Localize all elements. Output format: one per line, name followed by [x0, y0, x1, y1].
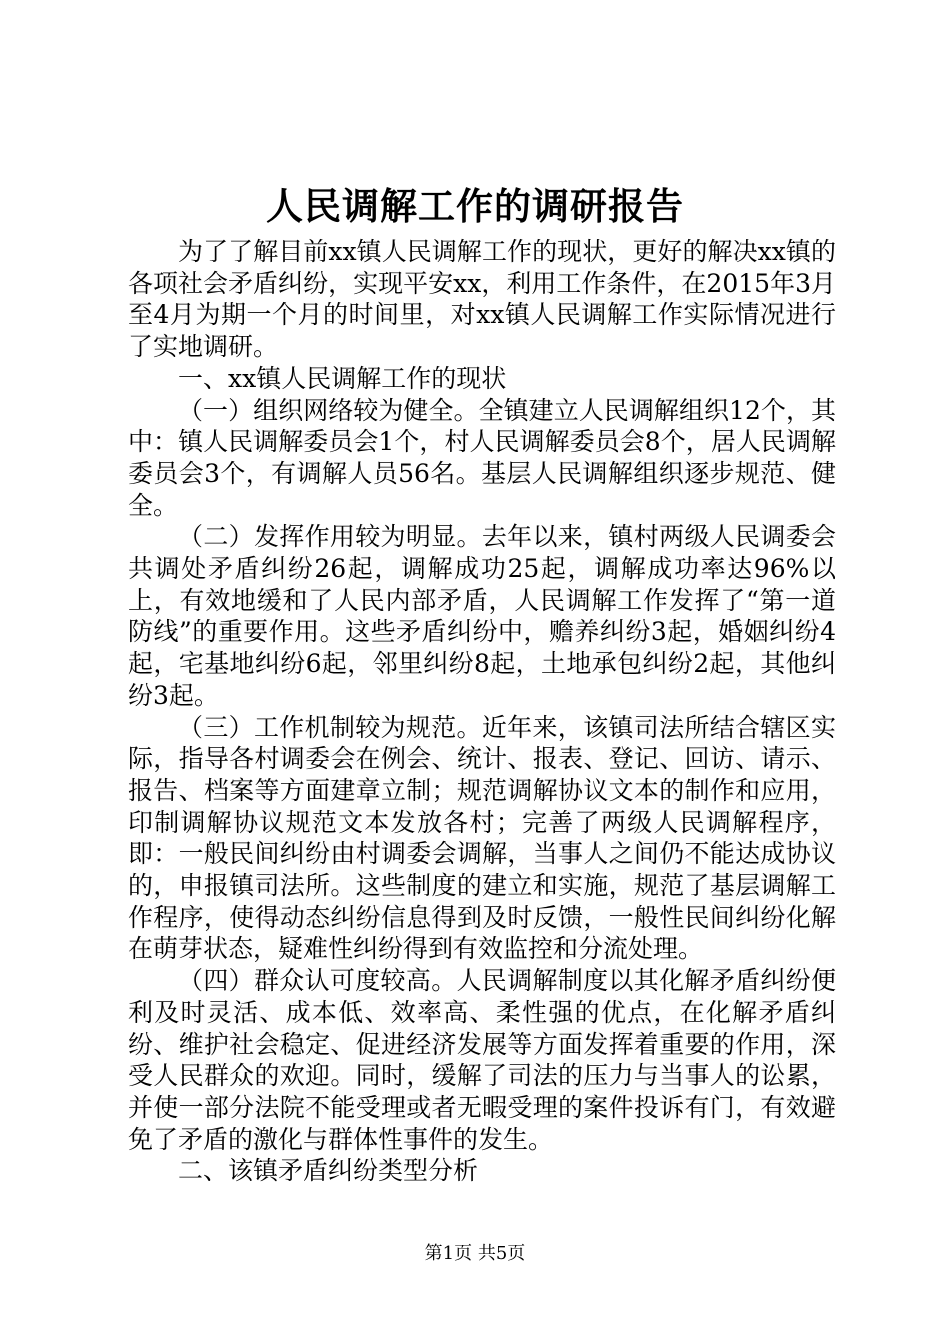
- paragraph-organization: （一）组织网络较为健全。全镇建立人民调解组织12个，其中：镇人民调解委员会1个，村人民调解委员会8个，居人民调解委员会3个，有调解人员56名。基层人民调解组织逐步规范、健全。: [128, 395, 836, 520]
- document-body: [128, 236, 836, 1187]
- paragraph-mechanism: （三）工作机制较为规范。近年来，该镇司法所结合辖区实际，指导各村调委会在例会、统计、报表、登记、回访、请示、报告、档案等方面建章立制；规范调解协议文本的制作和应用，印制调解协议规范文本发放各村；完善了两级人民调解程序，即：一般民间纠纷由村调委会调解，当事人之间仍不能达成协议的，申报镇司法所。这些制度的建立和实施，规范了基层调解工作程序，使得动态纠纷信息得到及时反馈，一般性民间纠纷化解在萌芽状态，疑难性纠纷得到有效监控和分流处理。: [128, 712, 836, 964]
- section-heading-2: 二、该镇矛盾纠纷类型分析: [178, 1156, 479, 1186]
- page-number-footer: 第1页 共5页: [424, 1243, 526, 1264]
- paragraph-effect: （二）发挥作用较为明显。去年以来，镇村两级人民调委会共调处矛盾纠纷26起，调解成功25起，调解成功率达96%以上，有效地缓和了人民内部矛盾，人民调解工作发挥了“第一道防线”的重要作用。这些矛盾纠纷中，赡养纠纷3起，婚姻纠纷4起，宅基地纠纷6起，邻里纠纷8起，土地承包纠纷2起，其他纠纷3起。: [128, 522, 836, 710]
- document-title: 人民调解工作的调研报告: [266, 184, 684, 228]
- paragraph-recognition: （四）群众认可度较高。人民调解制度以其化解矛盾纠纷便利及时灵活、成本低、效率高、柔性强的优点，在化解矛盾纠纷、维护社会稳定、促进经济发展等方面发挥着重要的作用，深受人民群众的欢迎。同时，缓解了司法的压力与当事人的讼累，并使一部分法院不能受理或者无暇受理的案件投诉有门，有效避免了矛盾的激化与群体性事件的发生。: [128, 966, 836, 1154]
- paragraph-intro: 为了了解目前xx镇人民调解工作的现状，更好的解决xx镇的各项社会矛盾纠纷，实现平安xx，利用工作条件，在2015年3月至4月为期一个月的时间里，对xx镇人民调解工作实际情况进行了实地调研。: [128, 237, 836, 362]
- section-heading-1: 一、xx镇人民调解工作的现状: [178, 363, 507, 393]
